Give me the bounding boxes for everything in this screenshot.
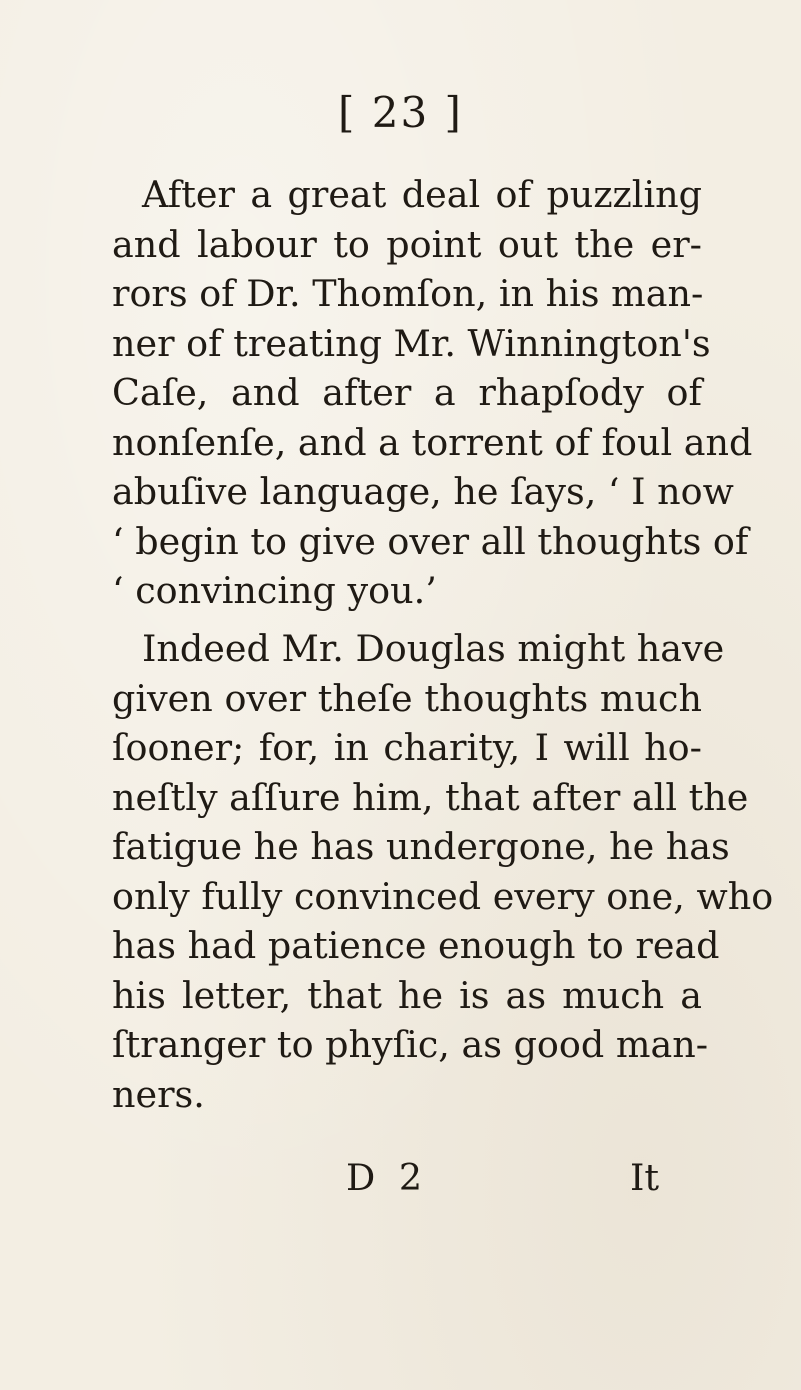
text-line: has had patience enough to read	[112, 924, 720, 967]
text-line: neſtly aſſure him, that after all the	[112, 775, 749, 819]
text-line: ſooner; for, in charity, I will ho-	[112, 726, 702, 769]
text-line: ners.	[112, 1072, 205, 1116]
text-line: ‘ convincing you.’	[112, 569, 437, 612]
text-line: ‘ begin to give over all thoughts of	[112, 519, 749, 563]
text-line: and labour to point out the er-	[112, 222, 702, 266]
text-line: rors of Dr. Thomſon, in his man-	[112, 272, 704, 315]
text-line: his letter, that he is as much a	[112, 973, 702, 1017]
text-line: After a great deal of puzzling	[142, 173, 702, 216]
catchword: It	[630, 1156, 660, 1199]
text-line: ner of treating Mr. Winnington's	[112, 321, 711, 365]
text-line: ſtranger to phyſic, as good man-	[112, 1023, 709, 1066]
page-number: [ 23 ]	[338, 88, 463, 137]
text-line: Indeed Mr. Douglas might have	[142, 627, 725, 670]
text-line: Caſe, and after a rhapſody of	[112, 371, 702, 414]
paragraph-1	[112, 170, 753, 616]
text-line: only fully convinced every one, who	[112, 874, 774, 918]
text-line: fatigue he has undergone, he has	[112, 825, 730, 868]
text-line: given over theſe thoughts much	[112, 676, 702, 720]
text-line: nonſenſe, and a torrent of foul and	[112, 420, 753, 464]
paragraph-2	[112, 624, 774, 1119]
text-line: abuſive language, he ſays, ‘ I now	[112, 470, 734, 513]
signature-mark: D 2	[346, 1156, 429, 1199]
